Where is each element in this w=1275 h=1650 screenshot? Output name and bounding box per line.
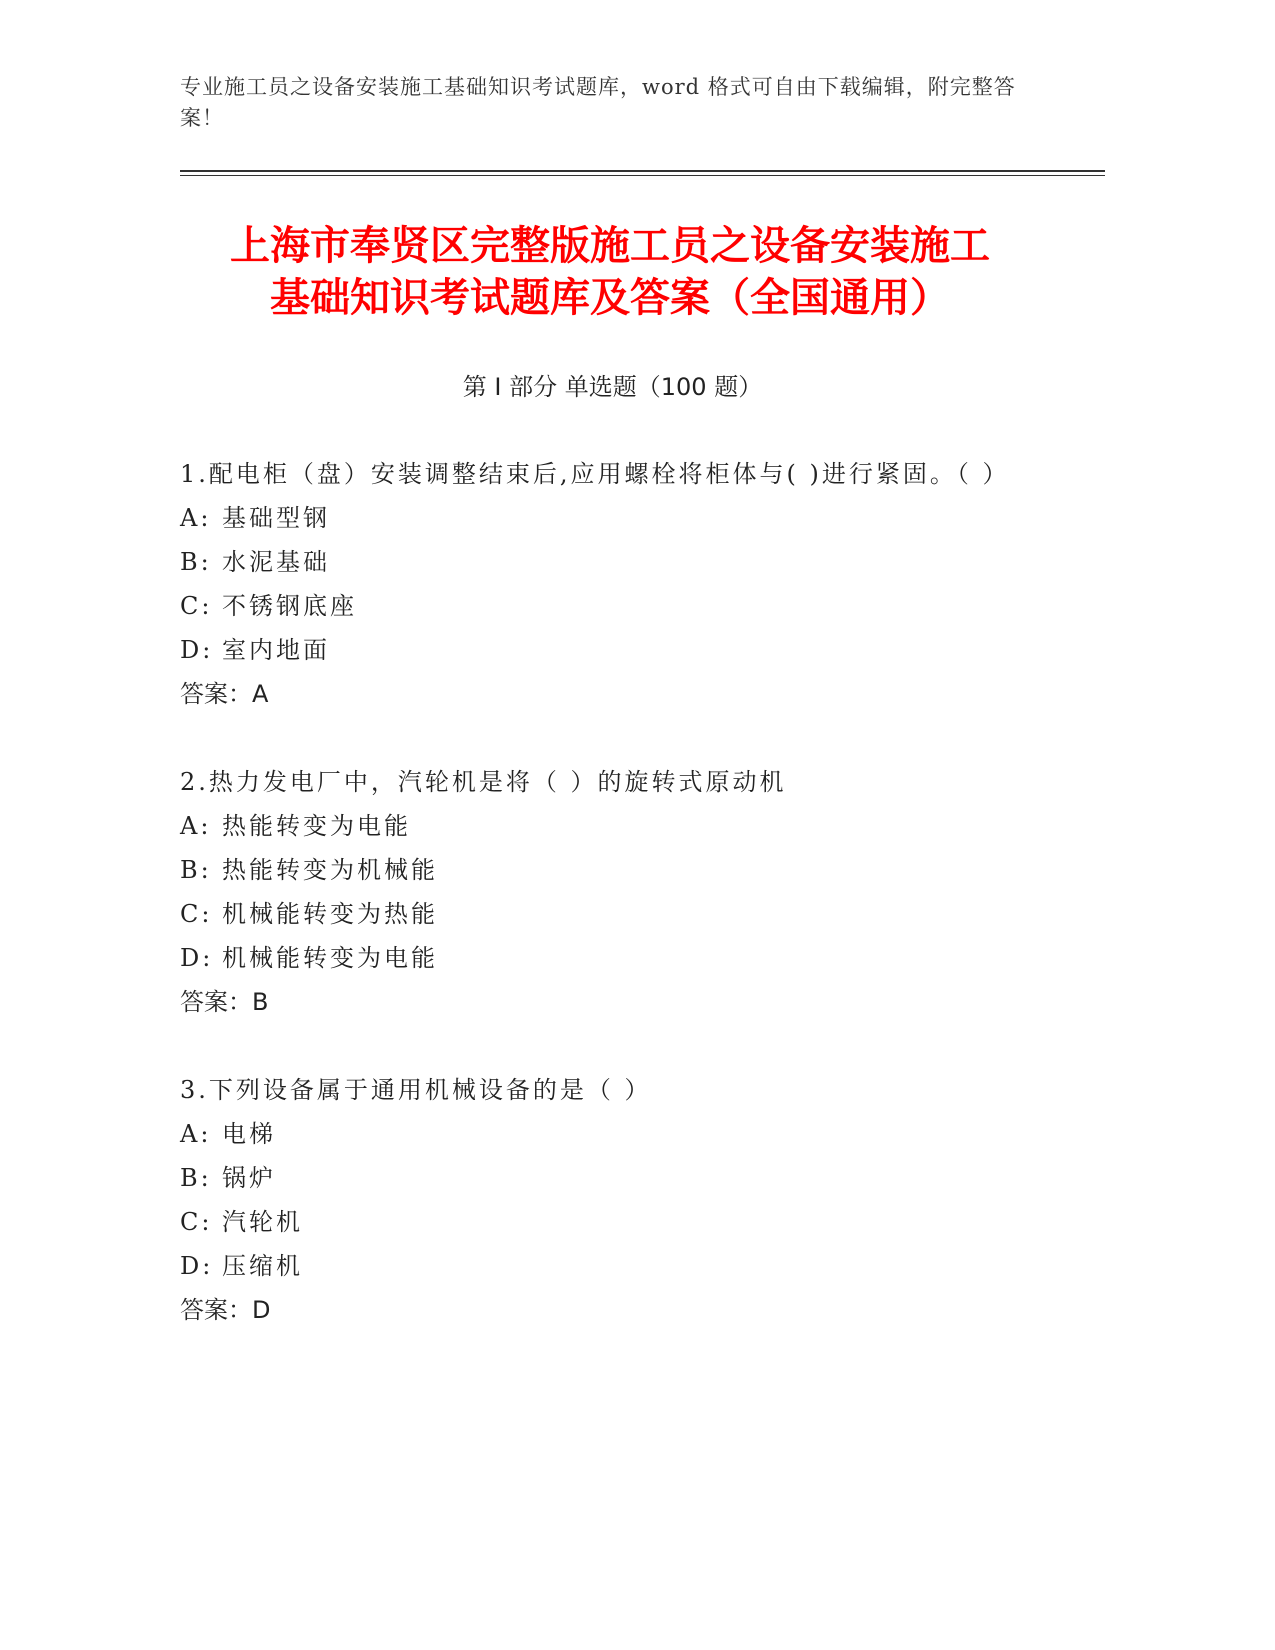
document-title-line-2: 基础知识考试题库及答案（全国通用） [270,275,950,321]
option-text: 机械能转变为热能 [222,900,438,928]
option-text: 锅炉 [222,1164,276,1192]
section-heading: 第 I 部分 单选题（100 题） [462,373,763,401]
option-letter: C: [180,900,213,928]
question-stem: 2.热力发电厂中，汽轮机是将（ ）的旋转式原动机 [180,768,787,796]
option-letter: D: [180,1252,214,1280]
option-d [180,936,1020,980]
answer-line: 答案：B [180,988,269,1016]
option-letter: C: [180,1208,213,1236]
header-note: 专业施工员之设备安装施工基础知识考试题库，word 格式可自由下载编辑，附完整答案！ [180,75,1016,130]
option-text: 室内地面 [222,636,330,664]
option-b [180,540,1020,584]
header-rule-thin [180,175,1105,176]
question-1 [180,452,1020,716]
option-a [180,496,1020,540]
option-text: 热能转变为电能 [222,812,411,840]
option-d [180,628,1020,672]
question-stem: 3.下列设备属于通用机械设备的是（ ） [180,1076,652,1104]
header-rule-thick [180,170,1105,172]
option-letter: A: [180,1120,212,1148]
question-list [180,452,1020,1376]
option-b [180,848,1020,892]
option-d [180,1244,1020,1288]
option-text: 压缩机 [222,1252,303,1280]
option-letter: B: [180,1164,212,1192]
option-text: 汽轮机 [222,1208,303,1236]
option-letter: B: [180,856,212,884]
option-c [180,892,1020,936]
option-a [180,1112,1020,1156]
option-letter: A: [180,812,212,840]
option-text: 热能转变为机械能 [222,856,438,884]
option-letter: D: [180,636,214,664]
option-text: 水泥基础 [222,548,330,576]
question-2 [180,760,1020,1024]
option-b [180,1156,1020,1200]
question-3 [180,1068,1020,1332]
option-text: 机械能转变为电能 [222,944,438,972]
answer-line: 答案：D [180,1296,271,1324]
option-a [180,804,1020,848]
answer-line: 答案：A [180,680,269,708]
option-letter: C: [180,592,213,620]
option-text: 基础型钢 [222,504,330,532]
option-letter: D: [180,944,214,972]
option-text: 不锈钢底座 [222,592,357,620]
option-text: 电梯 [222,1120,276,1148]
option-letter: A: [180,504,212,532]
option-letter: B: [180,548,212,576]
question-stem: 1.配电柜（盘）安装调整结束后,应用螺栓将柜体与( )进行紧固。（ ） [180,460,1010,488]
option-c [180,584,1020,628]
option-c [180,1200,1020,1244]
document-title [160,220,1060,324]
document-title-line-1: 上海市奉贤区完整版施工员之设备安装施工 [230,223,990,269]
